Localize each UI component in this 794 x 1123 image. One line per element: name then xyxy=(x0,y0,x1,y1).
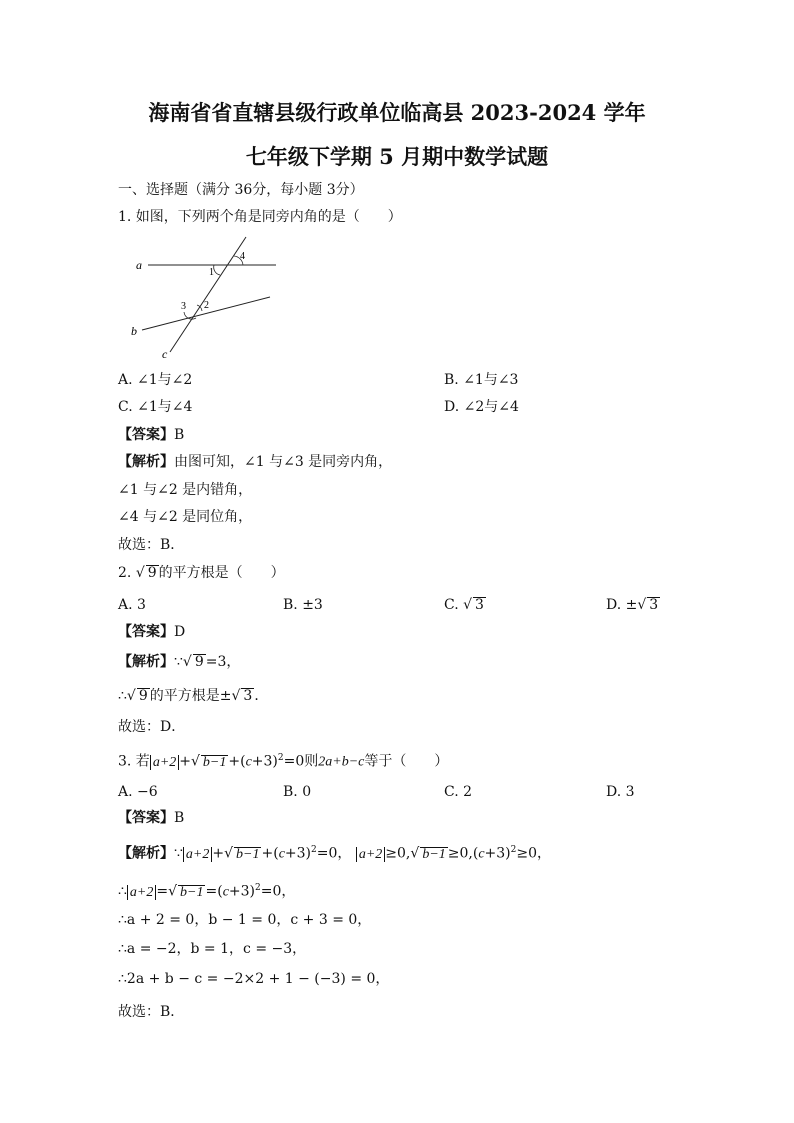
q3-answer: 【答案】B xyxy=(118,810,185,826)
label-4: 4 xyxy=(240,251,245,262)
analysis-tag: 【解析】 xyxy=(118,454,174,470)
angle-arc-1 xyxy=(214,265,220,275)
q2-answer: 【答案】D xyxy=(118,624,186,640)
q2-conclusion: 故选：D． xyxy=(118,719,186,735)
q3-analysis-1: 【解析】∵ a+2 +√ $b-1 +(c+3)^2=0$， a+2 ≥0,√ $b-1 \ge 0,(c+3)^2\ge 0$， xyxy=(118,845,552,862)
q2-option-d: D. ±√ 3 xyxy=(606,597,659,613)
q2-option-c: C. √ 3 xyxy=(444,597,484,613)
q3-analysis-2: ∴ a+2 =√ $b-1 =(c+3)^2=0$， xyxy=(118,883,296,900)
q3-analysis-4: ∴a = −2，b = 1，c = −3， xyxy=(118,941,307,957)
q1-option-a: A. ∠1与∠2 xyxy=(118,372,193,388)
q3-conclusion: 故选：B． xyxy=(118,1004,185,1020)
line-c xyxy=(170,237,246,352)
q2-analysis-2: ∴√ 9 的平方根是±√ 3 ． xyxy=(118,688,269,704)
q1-figure xyxy=(128,232,278,362)
q1-analysis-3: ∠4 与∠2 是同位角， xyxy=(118,509,253,525)
q2-analysis-1: 【解析】∵√ 9 =3， xyxy=(118,654,241,670)
title-line-1: 海南省省直辖县级行政单位临高县 2023-2024 学年 xyxy=(148,100,646,125)
q3-option-c: C. 2 xyxy=(444,784,473,800)
q3-stem: 3. 若 a+2 +√ $b-1 +(c+3)^2=0$则2a+b−c等于（ ） xyxy=(118,753,449,770)
section-heading: 一、选择题（满分 36分，每小题 3分） xyxy=(118,182,364,198)
q3-option-a: A. −6 xyxy=(118,784,158,800)
q1-answer-value: B xyxy=(174,427,185,443)
q3-option-b: B. 0 xyxy=(283,784,312,800)
q1-option-b: B. ∠1与∠3 xyxy=(444,372,519,388)
label-a: a xyxy=(136,258,142,272)
q2-option-b: B. ±3 xyxy=(283,597,323,613)
q2-stem: 2. √ 9 的平方根是（ ） xyxy=(118,565,285,581)
label-1: 1 xyxy=(209,267,214,278)
q3-analysis-5: ∴2a + b − c = −2×2 + 1 − (−3) = 0， xyxy=(118,971,390,987)
q1-analysis-2: ∠1 与∠2 是内错角， xyxy=(118,482,253,498)
label-3: 3 xyxy=(181,301,186,312)
label-b: b xyxy=(131,324,137,338)
q1-stem: 1. 如图，下列两个角是同旁内角的是（ ） xyxy=(118,209,402,225)
q2-option-a: A. 3 xyxy=(118,597,146,613)
label-2: 2 xyxy=(204,300,209,311)
label-c: c xyxy=(162,347,168,361)
q3-analysis-3: ∴a + 2 = 0，b − 1 = 0，c + 3 = 0， xyxy=(118,912,372,928)
answer-tag: 【答案】 xyxy=(118,427,174,443)
q3-option-d: D. 3 xyxy=(606,784,635,800)
q1-analysis-1: 【解析】由图可知，∠1 与∠3 是同旁内角， xyxy=(118,454,393,470)
q1-answer xyxy=(118,426,184,444)
q1-option-c: C. ∠1与∠4 xyxy=(118,399,193,415)
title-line-2: 七年级下学期 5 月期中数学试题 xyxy=(245,144,549,169)
q1-option-d: D. ∠2与∠4 xyxy=(444,399,519,415)
q1-conclusion: 故选：B． xyxy=(118,537,185,553)
